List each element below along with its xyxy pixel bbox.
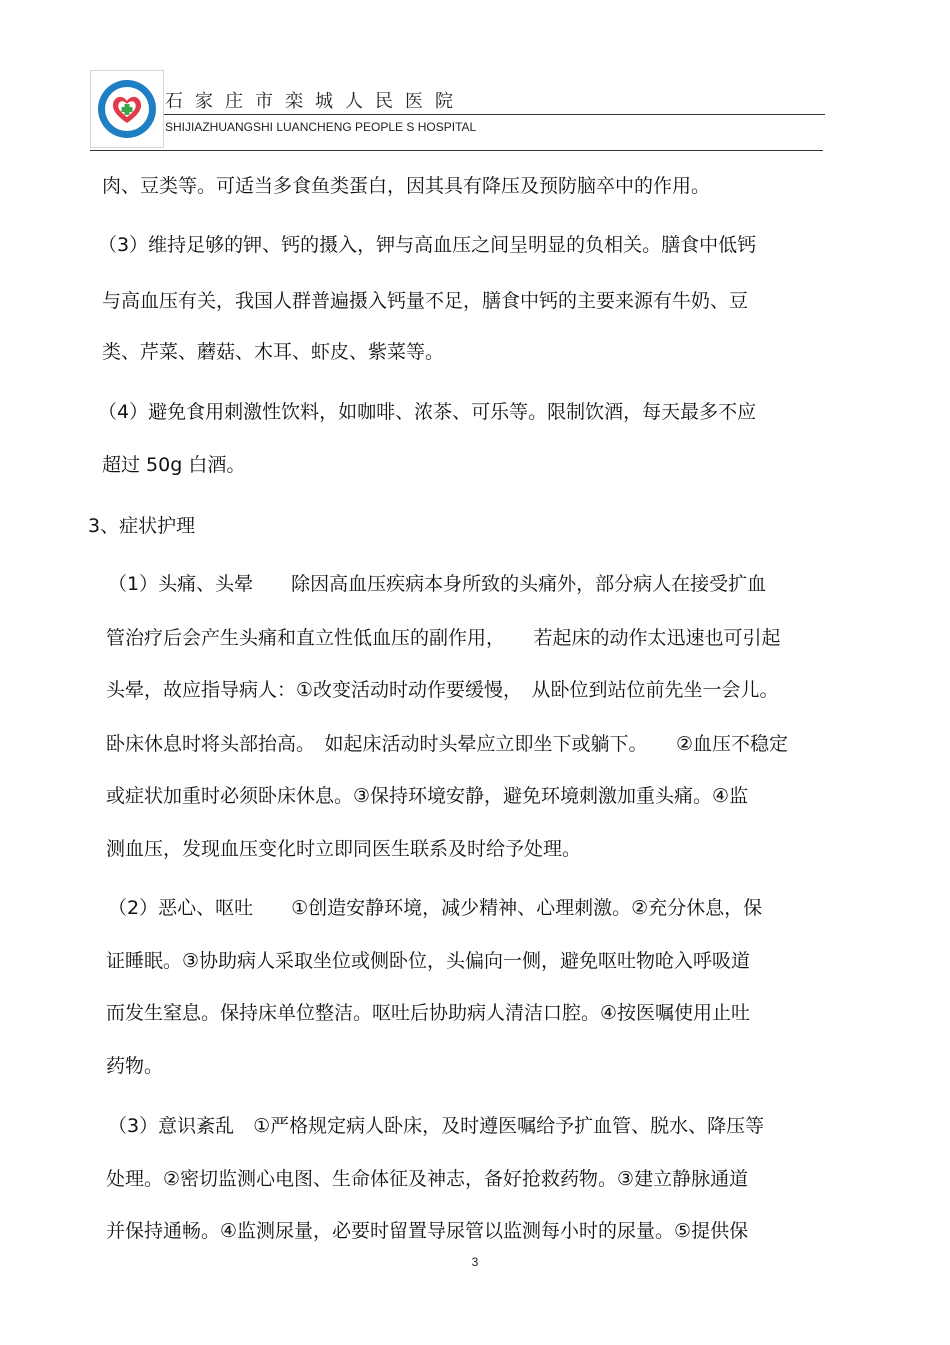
text-line: （3）意识紊乱 ①严格规定病人卧床，及时遵医嘱给予扩血管、脱水、降压等 <box>108 1115 765 1137</box>
hospital-name-en: SHIJIAZHUANGSHI LUANCHENG PEOPLE S HOSPITAL <box>165 120 477 134</box>
text-line: 测血压，发现血压变化时立即同医生联系及时给予处理。 <box>106 838 582 860</box>
section-heading: 3、症状护理 <box>88 515 196 537</box>
text-line: 处理。②密切监测心电图、生命体征及神志，备好抢救药物。③建立静脉通道 <box>106 1168 749 1190</box>
text-line: （4）避免食用刺激性饮料，如咖啡、浓茶、可乐等。限制饮酒，每天最多不应 <box>98 401 757 423</box>
header-divider <box>164 114 825 115</box>
hospital-heart-logo-icon <box>96 78 158 140</box>
text-line: （2）恶心、呕吐 ①创造安静环境，减少精神、心理刺激。②充分休息，保 <box>108 897 763 919</box>
text-line: 或症状加重时必须卧床休息。③保持环境安静，避免环境刺激加重头痛。④监 <box>106 785 749 807</box>
hospital-logo <box>90 70 164 148</box>
text-line: 卧床休息时将头部抬高。 如起床活动时头晕应立即坐下或躺下。 ②血压不稳定 <box>106 733 789 755</box>
text-line: 管治疗后会产生头痛和直立性低血压的副作用， 若起床的动作太迅速也可引起 <box>106 627 781 649</box>
page-number: 3 <box>471 1255 479 1269</box>
text-line: 头晕，故应指导病人：①改变活动时动作要缓慢， 从卧位到站位前先坐一会儿。 <box>106 679 779 701</box>
header-rule <box>90 150 823 151</box>
text-line: 证睡眠。③协助病人采取坐位或侧卧位，头偏向一侧，避免呕吐物呛入呼吸道 <box>106 950 751 972</box>
text-line: 药物。 <box>106 1055 164 1077</box>
text-line: 肉、豆类等。可适当多食鱼类蛋白，因其具有降压及预防脑卒中的作用。 <box>102 175 711 197</box>
text-line: 并保持通畅。④监测尿量，必要时留置导尿管以监测每小时的尿量。⑤提供保 <box>106 1220 749 1242</box>
text-line: （3）维持足够的钾、钙的摄入，钾与高血压之间呈明显的负相关。膳食中低钙 <box>98 234 757 256</box>
page-header <box>90 70 825 150</box>
text-line: 类、芹菜、蘑菇、木耳、虾皮、紫菜等。 <box>102 341 445 363</box>
hospital-name-cn: 石家庄市栾城人民医院 <box>165 91 465 112</box>
text-line: 而发生窒息。保持床单位整洁。呕吐后协助病人清洁口腔。④按医嘱使用止吐 <box>106 1002 751 1024</box>
text-line: 超过 50g 白酒。 <box>102 454 246 476</box>
text-line: 与高血压有关，我国人群普遍摄入钙量不足，膳食中钙的主要来源有牛奶、豆 <box>102 290 749 312</box>
text-line: （1）头痛、头晕 除因高血压疾病本身所致的头痛外，部分病人在接受扩血 <box>108 573 767 595</box>
